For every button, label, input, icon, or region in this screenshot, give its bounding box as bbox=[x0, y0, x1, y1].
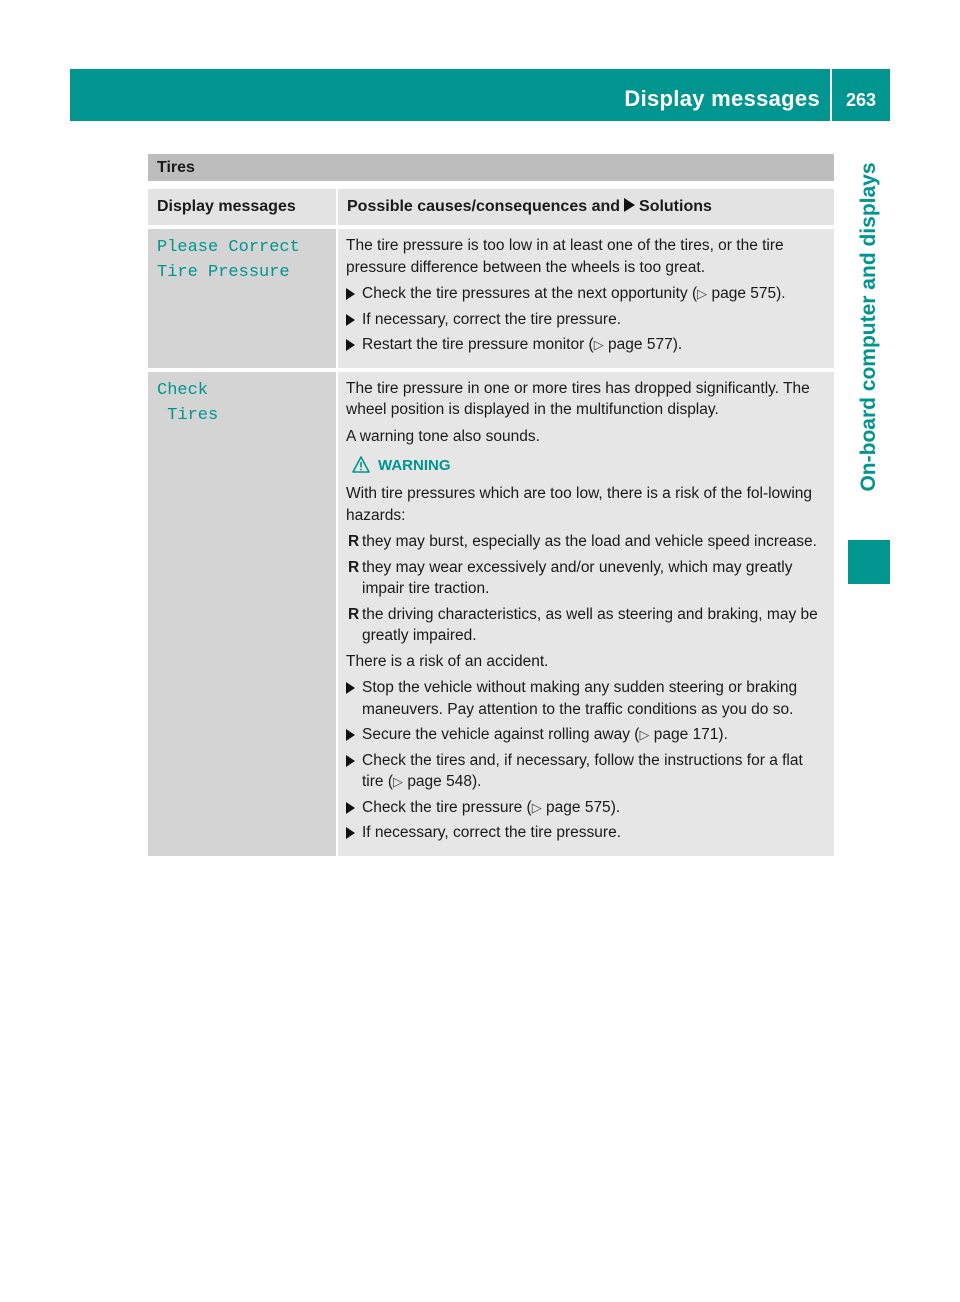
cause-text: The tire pressure in one or more tires has dropped significantly. The wheel position is displayed in the multifunction display. bbox=[346, 379, 810, 418]
solution-step bbox=[346, 334, 828, 356]
arrow-icon bbox=[346, 729, 355, 741]
display-messages-table bbox=[148, 189, 834, 856]
warning-heading bbox=[346, 455, 828, 477]
step-end: ). bbox=[776, 285, 786, 302]
side-tab-label: On-board computer and displays bbox=[857, 162, 880, 492]
col-header-display-messages: Display messages bbox=[148, 189, 337, 227]
message-cell bbox=[148, 370, 337, 856]
step-text: Check the tires and, if necessary, follow the instructions for a flat tire ( bbox=[362, 751, 803, 790]
bullet-icon: R bbox=[348, 533, 360, 550]
solution-step bbox=[346, 283, 828, 305]
solution-step bbox=[346, 677, 828, 720]
arrow-icon bbox=[346, 339, 355, 351]
hazard-item bbox=[346, 531, 828, 553]
step-end: ). bbox=[610, 798, 621, 816]
step-end: ). bbox=[471, 773, 482, 790]
hazard-text: the driving characteristics, as well as steering and braking, may be greatly impaired. bbox=[362, 605, 818, 644]
display-message-line: Check bbox=[157, 380, 209, 400]
cause-text: The tire pressure is too low in at least one of the tires, or the tire pressure difference between the wheels is too great. bbox=[346, 237, 784, 276]
page-ref-icon: ▷ bbox=[697, 286, 708, 301]
step-text: If necessary, correct the tire pressure. bbox=[362, 310, 622, 328]
arrow-icon bbox=[346, 314, 355, 326]
page-title: Display messages bbox=[624, 86, 820, 111]
hazard-text: they may wear excessively and/or unevenly, which may greatly impair tire traction. bbox=[362, 558, 793, 597]
warning-intro: With tire pressures which are too low, there is a risk of the fol-lowing hazards: bbox=[346, 485, 813, 524]
page-ref-icon: ▷ bbox=[593, 337, 604, 352]
table-row bbox=[148, 227, 834, 370]
solution-step bbox=[346, 822, 828, 844]
display-message-line: Tire Pressure bbox=[157, 263, 290, 282]
solution-step bbox=[346, 309, 828, 331]
arrow-icon bbox=[346, 682, 355, 694]
side-tab-marker bbox=[848, 540, 890, 584]
step-text: If necessary, correct the tire pressure. bbox=[362, 824, 622, 841]
section-heading: Tires bbox=[148, 154, 834, 181]
step-end: ). bbox=[718, 726, 728, 743]
step-text: Stop the vehicle without making any sudden steering or braking maneuvers. Pay attention to the traffic conditions as you do so. bbox=[362, 679, 798, 718]
step-text: Restart the tire pressure monitor ( bbox=[362, 336, 594, 353]
bullet-icon: R bbox=[348, 558, 360, 576]
col-header-causes bbox=[337, 189, 834, 227]
page-ref[interactable]: page 577 bbox=[608, 336, 673, 353]
table-row bbox=[148, 370, 834, 856]
step-end: ). bbox=[672, 336, 683, 353]
page-ref[interactable]: page 548 bbox=[407, 773, 472, 790]
warning-triangle-icon bbox=[352, 456, 370, 473]
cause-text: A warning tone also sounds. bbox=[346, 427, 540, 445]
causes-cell bbox=[337, 227, 834, 370]
page-number: 263 bbox=[845, 90, 877, 110]
display-message-line: Please Correct bbox=[157, 238, 300, 257]
page-ref-icon: ▷ bbox=[531, 799, 542, 815]
risk-text: There is a risk of an accident. bbox=[346, 652, 549, 670]
hazard-item bbox=[346, 557, 828, 600]
arrow-icon bbox=[346, 288, 355, 300]
step-text: Secure the vehicle against rolling away ( bbox=[362, 726, 640, 743]
arrow-icon bbox=[346, 827, 355, 839]
header-bar bbox=[70, 69, 890, 121]
page-ref[interactable]: page 575 bbox=[711, 285, 777, 302]
page-ref[interactable]: page 575 bbox=[546, 798, 611, 816]
step-text: Check the tire pressure ( bbox=[362, 798, 532, 816]
table-header-row bbox=[148, 189, 834, 227]
solution-step bbox=[346, 750, 828, 793]
solution-step bbox=[346, 724, 828, 746]
arrow-icon bbox=[346, 802, 355, 814]
arrow-icon bbox=[346, 755, 355, 767]
causes-cell bbox=[337, 370, 834, 856]
message-cell bbox=[148, 227, 337, 370]
side-tab bbox=[848, 127, 890, 527]
page-ref-icon: ▷ bbox=[393, 774, 403, 789]
display-message-line: Tires bbox=[157, 405, 219, 425]
arrow-icon bbox=[624, 198, 635, 212]
bullet-icon: R bbox=[348, 605, 360, 623]
page-ref-icon: ▷ bbox=[639, 727, 650, 742]
step-text: Check the tire pressures at the next opportunity ( bbox=[362, 285, 698, 302]
hazard-text: they may burst, especially as the load and vehicle speed increase. bbox=[362, 533, 817, 550]
page-ref[interactable]: page 171 bbox=[653, 726, 719, 743]
col-header-causes-label: Possible causes/consequences and bbox=[347, 198, 621, 215]
hazard-item bbox=[346, 604, 828, 647]
warning-label: WARNING bbox=[378, 457, 451, 474]
solution-step bbox=[346, 797, 828, 819]
col-header-solutions-label: Solutions bbox=[639, 198, 712, 215]
